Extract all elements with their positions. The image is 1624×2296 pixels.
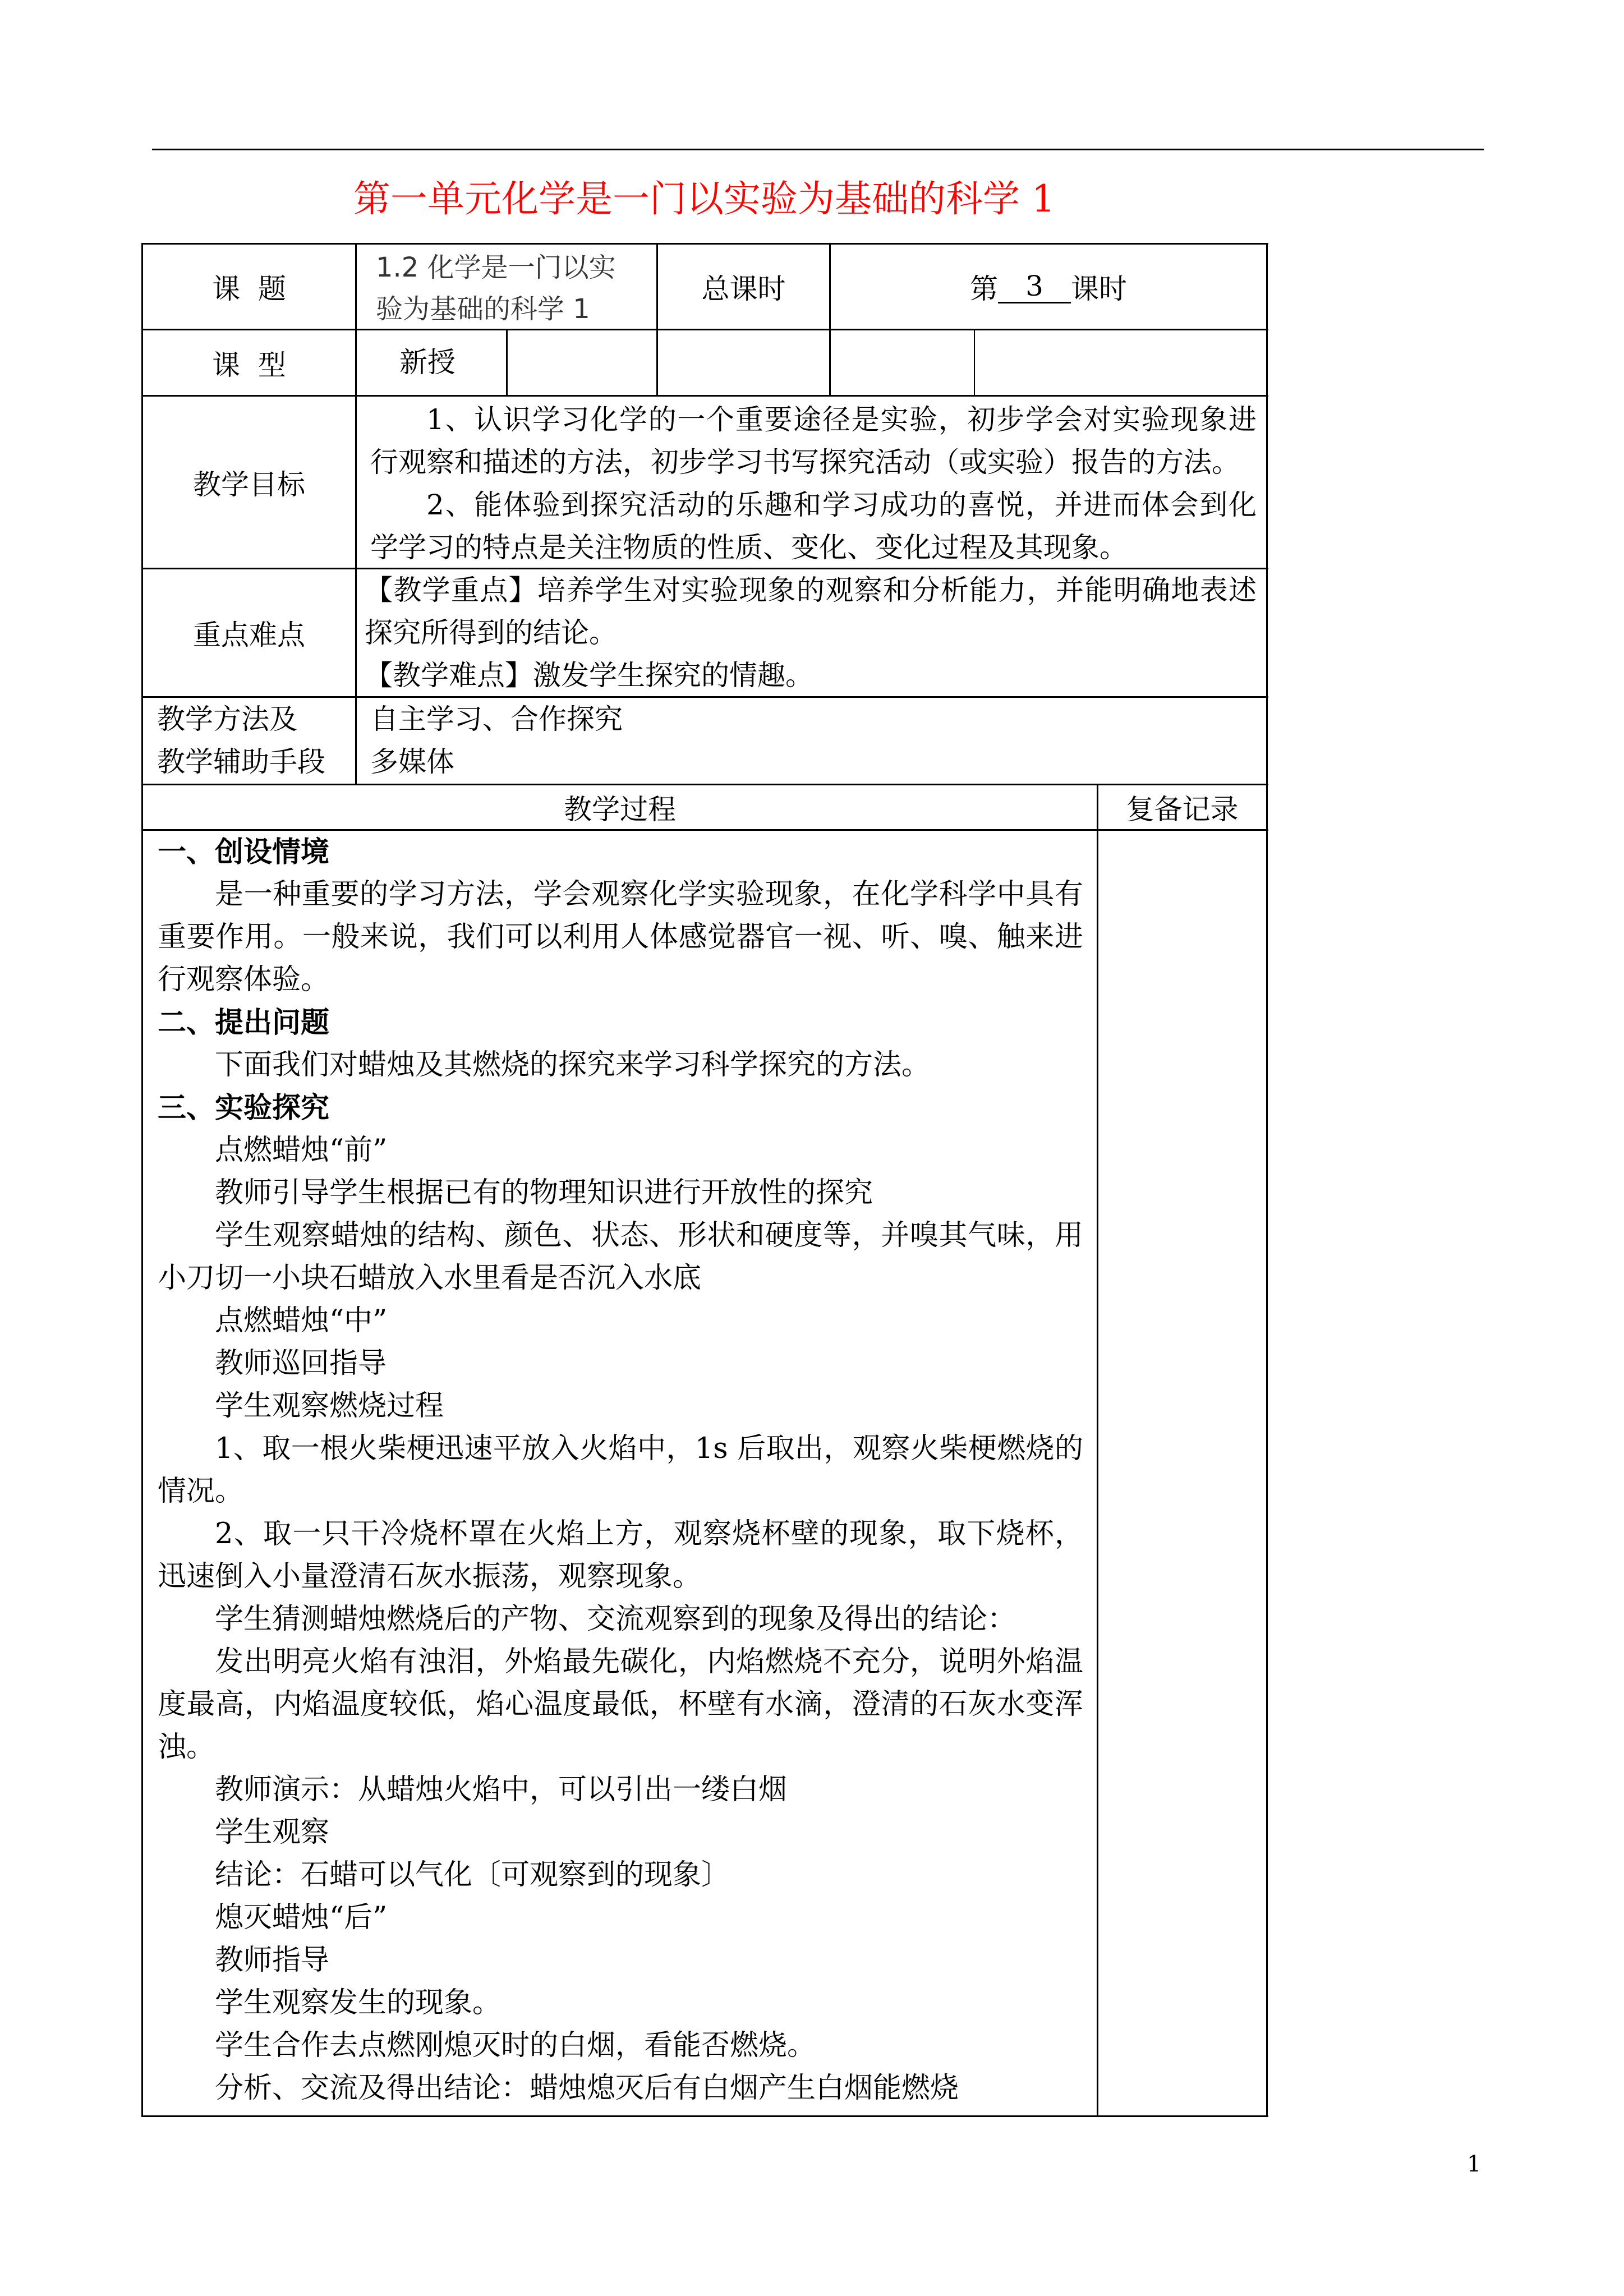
table-border xyxy=(1266,243,1268,2117)
method-item: 多媒体 xyxy=(370,746,454,778)
process-paragraph: 学生观察燃烧过程 xyxy=(215,1389,444,1423)
hour-value: 3 xyxy=(998,270,1071,303)
table-border xyxy=(974,329,975,395)
type-value: 新授 xyxy=(399,346,456,379)
process-paragraph: 教师引导学生根据已有的物理知识进行开放性的探究 xyxy=(215,1176,873,1209)
methods-label-line: 教学辅助手段 xyxy=(157,746,325,778)
objective-item: 1、认识学习化学的一个重要途径是实验，初步学会对实验现象进行观察和描述的方法，初步学习书写探究活动（或实验）报告的方法。 xyxy=(370,403,1257,478)
process-paragraph: 结论：石蜡可以气化〔可观察到的现象〕 xyxy=(215,1858,730,1892)
keypoint-item: 【教学难点】激发学生探究的情趣。 xyxy=(365,659,813,692)
keypoints-label: 重点难点 xyxy=(193,619,305,651)
process-paragraph: 分析、交流及得出结论：蜡烛熄灭后有白烟产生白烟能燃烧 xyxy=(215,2072,959,2105)
process-paragraph: 学生猜测蜡烛燃烧后的产物、交流观察到的现象及得出的结论： xyxy=(215,1603,1016,1636)
process-paragraph: 发出明亮火焰有浊泪，外焰最先碳化，内焰燃烧不充分，说明外焰温度最高，内焰温度较低，焰心温度最低，杯壁有水滴，澄清的石灰水变浑浊。 xyxy=(158,1645,1083,1764)
process-paragraph: 学生观察蜡烛的结构、颜色、状态、形状和硬度等，并嗅其气味，用小刀切一小块石蜡放入水里看是否沉入水底 xyxy=(158,1219,1083,1295)
process-paragraph: 学生观察发生的现象。 xyxy=(215,1986,502,2019)
keypoint-item: 【教学重点】培养学生对实验现象的观察和分析能力，并能明确地表述探究所得到的结论。 xyxy=(365,574,1257,649)
topic-value: 1.2 化学是一门以实验为基础的科学 1 xyxy=(376,252,616,325)
objectives-label: 教学目标 xyxy=(193,468,305,501)
lesson-number xyxy=(831,245,1266,329)
process-paragraph: 学生合作去点燃刚熄灭时的白烟，看能否燃烧。 xyxy=(215,2029,816,2062)
notes-column xyxy=(1098,831,1266,2115)
process-paragraph: 教师指导 xyxy=(215,1944,330,1977)
process-header: 教学过程 xyxy=(564,793,676,826)
objective-item: 2、能体验到探究活动的乐趣和学习成功的喜悦，并进而体会到化学学习的特点是关注物质的性质、变化、变化过程及其现象。 xyxy=(370,489,1257,564)
hour-suffix: 课时 xyxy=(1071,273,1127,305)
keypoints xyxy=(365,569,1257,697)
header-rule xyxy=(152,149,1484,150)
document-title: 第一单元化学是一门以实验为基础的科学 1 xyxy=(353,177,1055,220)
methods-label xyxy=(157,698,353,783)
type-label: 课 型 xyxy=(212,348,286,381)
topic-label: 课 题 xyxy=(212,273,286,305)
process-paragraph: 教师演示：从蜡烛火焰中，可以引出一缕白烟 xyxy=(215,1773,788,1806)
process-paragraph: 是一种重要的学习方法，学会观察化学实验现象，在化学科学中具有重要作用。一般来说，我们可以利用人体感觉器官一视、听、嗅、触来进行观察体验。 xyxy=(158,878,1083,996)
table-border xyxy=(355,243,357,784)
methods xyxy=(370,698,1257,783)
section-heading: 二、提出问题 xyxy=(158,1006,330,1039)
process-paragraph: 熄灭蜡烛“后” xyxy=(215,1901,388,1934)
process-paragraph: 点燃蜡烛“中” xyxy=(215,1304,388,1337)
process-paragraph: 点燃蜡烛“前” xyxy=(215,1134,388,1167)
methods-label-line: 教学方法及 xyxy=(157,703,297,735)
objectives xyxy=(370,398,1257,569)
process-paragraph: 学生观察 xyxy=(215,1816,330,1849)
process-paragraph: 教师巡回指导 xyxy=(215,1347,387,1380)
process-content xyxy=(158,831,1083,2110)
section-heading: 三、实验探究 xyxy=(158,1091,330,1125)
table-border xyxy=(506,329,508,395)
process-paragraph: 下面我们对蜡烛及其燃烧的探究来学习科学探究的方法。 xyxy=(215,1048,931,1082)
table-border xyxy=(142,2115,1268,2117)
section-heading: 一、创设情境 xyxy=(158,835,330,869)
hour-prefix: 第 xyxy=(970,273,998,305)
process-paragraph: 1、取一根火柴梗迅速平放入火焰中，1s 后取出，观察火柴梗燃烧的情况。 xyxy=(158,1432,1083,1508)
method-item: 自主学习、合作探究 xyxy=(370,703,623,735)
page-number: 1 xyxy=(1467,2151,1482,2177)
total-hours-label: 总课时 xyxy=(701,273,786,305)
notes-header: 复备记录 xyxy=(1126,793,1239,826)
process-paragraph: 2、取一只干冷烧杯罩在火焰上方，观察烧杯壁的现象，取下烧杯，迅速倒入小量澄清石灰水振荡，观察现象。 xyxy=(158,1517,1083,1593)
